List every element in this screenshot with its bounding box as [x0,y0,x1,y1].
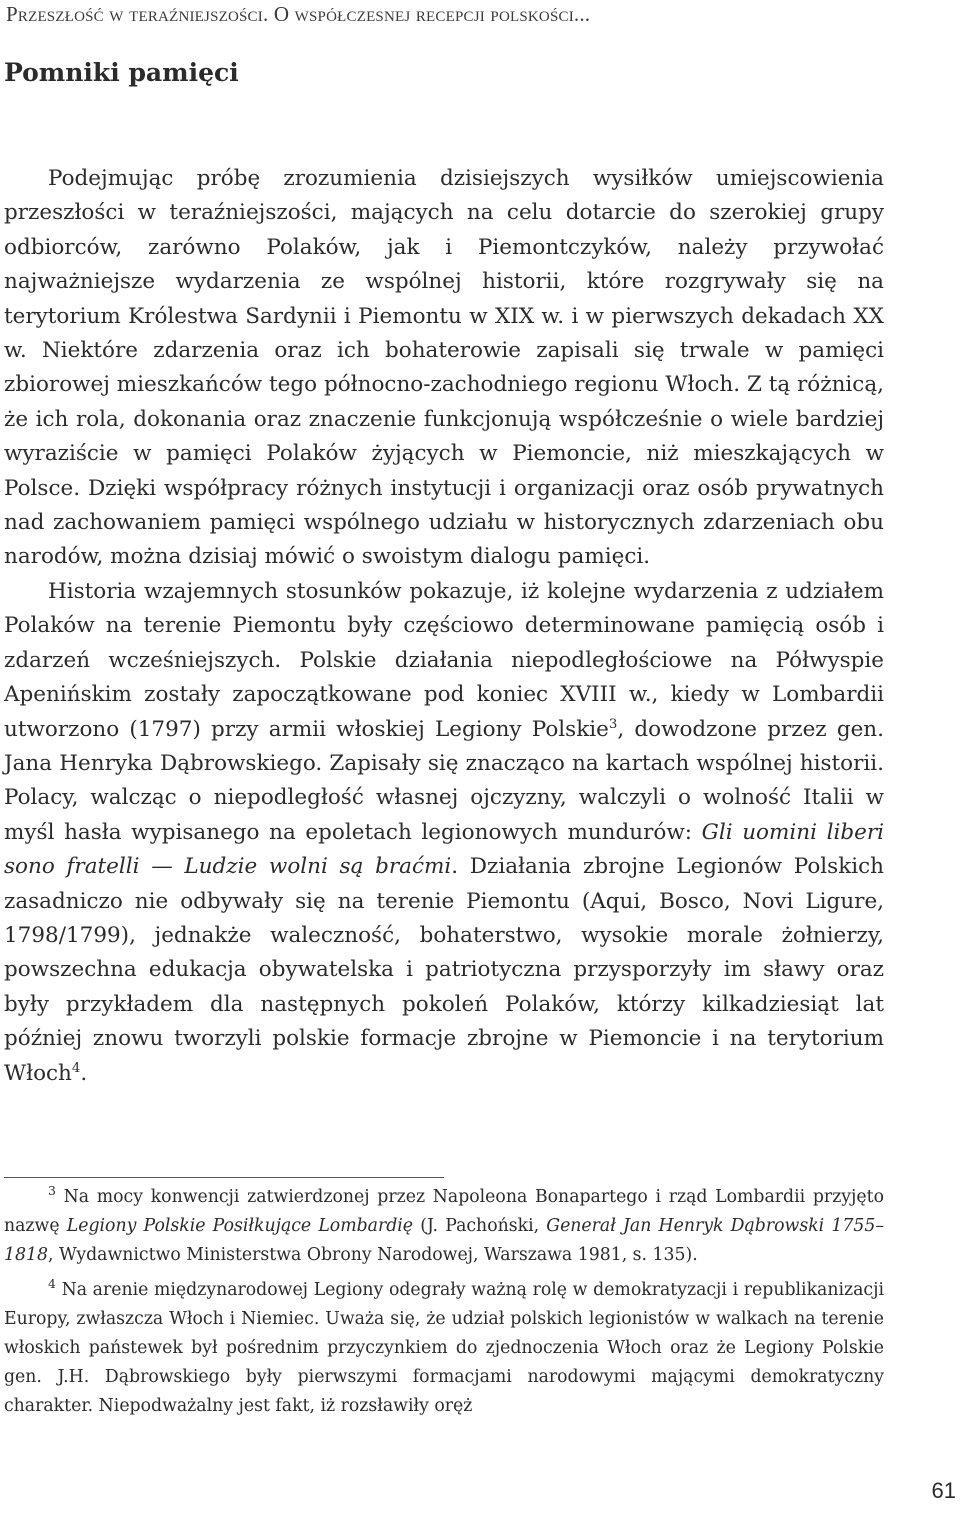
running-head: Przeszłość w teraźniejszości. O współczesnej recepcji polskości... [6,2,591,26]
motto-dash: — [139,854,185,880]
footnote-3-italic-1: Legiony Polskie Posiłkujące Lombardię [66,1216,414,1236]
paragraph-2 [4,575,884,1091]
body-text [4,162,884,1091]
footnote-3 [4,1183,884,1270]
paragraph-2-part-c: . Działania zbrojne Legionów Polskich zasadniczo nie odbywały się na terenie Piemontu (Aqui, Bosco, Novi Ligure, 1798/1799), jednakże waleczność, bohaterstwo, wysokie morale żołnierzy, powszechna edukacja obywatelska i patriotyczna przysporzyły im sławy oraz były przykładem dla następnych pokoleń Polaków, którzy kilkadziesiąt lat później znowu tworzyli polskie formacje zbrojne w Piemoncie i na terytorium Włoch [4,854,884,1086]
footnote-3-part-b: (J. Pachoński, [413,1216,547,1236]
footnote-ref-3[interactable]: 3 [608,716,618,732]
footnote-3-italic-2: Generał Jan Henryk Dąbrowski 1755–1818 [4,1216,884,1265]
paragraph-1: Podejmując próbę zrozumienia dzisiejszych wysiłków umiejscowienia przeszłości w teraźniejszości, mających na celu dotarcie do szerokiej grupy odbiorców, zarówno Polaków, jak i Piemontczyków, należy przywołać najważniejsze wydarzenia ze wspólnej historii, które rozgrywały się na terytorium Królestwa Sardynii i Piemontu w XIX w. i w pierwszych dekadach XX w. Niektóre zdarzenia oraz ich bohaterowie zapisali się trwale w pamięci zbiorowej mieszkańców tego północno-zachodniego regionu Włoch. Z tą różnicą, że ich rola, dokonania oraz znaczenie funkcjonują współcześnie o wiele bardziej wyraziście w pamięci Polaków żyjących w Piemoncie, niż mieszkających w Polsce. Dzięki współpracy różnych instytucji i organizacji oraz osób prywatnych nad zachowaniem pamięci wspólnego udziału w historycznych zdarzeniach obu narodów, można dzisiaj mówić o swoistym dialogu pamięci. [4,166,884,570]
footnote-4 [4,1276,884,1421]
paragraph-2-part-b: , dowodzone przez gen. Jana Henryka Dąbrowskiego. Zapisały się znacząco na kartach wspólnej historii. Polacy, walcząc o niepodległość własnej ojczyzny, walczyli o wolność Italii w myśl hasła wypisanego na epoletach legionowych mundurów: [4,716,884,845]
footnote-4-number: 4 [48,1276,56,1292]
footnote-separator [4,1177,444,1178]
motto-polish: Ludzie wolni są braćmi [184,854,452,880]
footnote-ref-4[interactable]: 4 [71,1060,81,1076]
footnotes [4,1183,884,1427]
section-title: Pomniki pamięci [4,58,239,87]
page-number: 61 [931,1478,956,1503]
motto-italian: Gli uomini liberi sono fratelli [4,819,884,880]
paragraph-2-end: . [80,1060,88,1086]
footnote-4-text: Na arenie międzynarodowej Legiony odegrały ważną rolę w demokratyzacji i republikanizacji Europy, zwłaszcza Włoch i Niemiec. Uważa się, że udział polskich legionistów w walkach na terenie włoskich państewek był pośrednim przyczynkiem do zjednoczenia Włoch oraz że Legiony Polskie gen. J.H. Dąbrowskiego były pierwszymi formacjami narodowymi mającymi demokratyczny charakter. Niepodważalny jest fakt, iż rozsławiły oręż [4,1280,884,1416]
footnote-3-part-c: , Wydawnictwo Ministerstwa Obrony Narodowej, Warszawa 1981, s. 135). [47,1245,698,1265]
footnote-3-part-a: Na mocy konwencji zatwierdzonej przez Napoleona Bonapartego i rząd Lombardii przyjęto nazwę [4,1187,884,1236]
paragraph-2-part-a: Historia wzajemnych stosunków pokazuje, iż kolejne wydarzenia z udziałem Polaków na terenie Piemontu były częściowo determinowane pamięcią osób i zdarzeń wcześniejszych. Polskie działania niepodległościowe na Półwyspie Apenińskim zostały zapoczątkowane pod koniec XVIII w., kiedy w Lombardii utworzono (1797) przy armii włoskiej Legiony Polskie [4,578,884,742]
footnote-3-number: 3 [48,1183,56,1199]
